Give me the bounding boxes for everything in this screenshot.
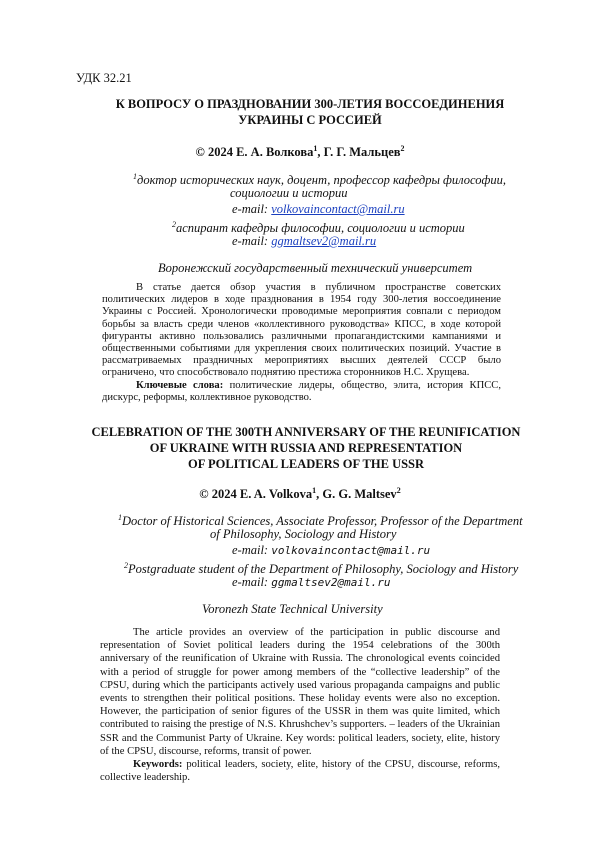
en-affiliation-1: $^1$Doctor of Historical Sciences, Associate Professor, Professor of the Department [118, 513, 523, 529]
en-university: Voronezh State Technical University [202, 602, 383, 616]
email-link[interactable]: volkovaincontact@mail.ru [271, 202, 405, 216]
en-affiliation-2: $^2$Postgraduate student of the Department of Philosophy, Sociology and History [124, 561, 519, 577]
en-title-line: OF POLITICAL LEADERS OF THE USSR [187, 457, 425, 471]
udk-code: УДК 32.21 [76, 71, 132, 85]
email-link[interactable]: ggmaltsev2@mail.ru [271, 234, 377, 248]
en-email-1: e-mail: volkovaincontact@mail.ru [232, 543, 431, 557]
ru-affiliation-1: $^1$доктор исторических наук, доцент, профессор кафедры философии, [133, 172, 506, 188]
ru-affiliation-2: $^2$аспирант кафедры философии, социологии и истории [172, 220, 465, 236]
ru-email-2: e-mail: ggmaltsev2@mail.ru [232, 234, 377, 248]
en-abstract-text: The article provides an overview of the participation in public discourse and representation of Soviet political leaders during the 1954 celebrations of the 300th anniversary of the reunification of Ukraine with Russia. The chronological events coincided with a period of struggle for power among members of the “collective leadership” of the CPSU, during which the participants actively used various propaganda campaigns and public events to strengthen their political positions. These holiday events were also no exception. However, the participation of senior figures of the USSR in them was quite limited, which contributed to raising the prestige of N.S. Khrushchev’s supporters. – leaders of the Ukrainian SSR and the Communist Party of Ukraine. Key words: political leaders, society, elite, history of the CPSU, discourse, reforms, transit of power. [100, 627, 500, 757]
email-text: ggmaltsev2@mail.ru [271, 576, 391, 589]
ru-title [100, 96, 520, 128]
ru-abstract [102, 282, 501, 404]
ru-abstract-text: В статье дается обзор участия в публичном пространстве советских политических лидеров в ходе празднования в 1954 году 300-летия воссоединение Украины с Россией. Хронологически проводимые мероприятия совпали с периодом борьбы за власть среди членов «коллективного руководства» КПСС, в ходе которой фигуранты активно пользовались различными пропагандистскими кампаниями и общественными событиями для укрепления своих политических позиций. Участие в рассматриваемых праздничных мероприятиях высших деятелей СССР было ограничено, что способствовало поднятию престижа сторонников Н.С. Хрущева. [102, 282, 501, 379]
ru-affiliation-1-cont: социологии и истории [230, 186, 348, 200]
ru-email-1: e-mail: volkovaincontact@mail.ru [232, 202, 405, 216]
email-text: volkovaincontact@mail.ru [271, 544, 431, 557]
en-title [90, 424, 522, 472]
ru-keywords: Ключевые слова: политические лидеры, общество, элита, история КПСС, дискурс, реформы, коллективное руководство. [102, 379, 501, 403]
en-title-line: CELEBRATION OF THE 300TH ANNIVERSARY OF THE REUNIFICATION [91, 425, 521, 439]
ru-title-line: К ВОПРОСУ О ПРАЗДНОВАНИИ 300-ЛЕТИЯ ВОССОЕДИНЕНИЯ [115, 97, 505, 111]
ru-authors: © 2024 Е. А. Волкова$^1$, Г. Г. Мальцев$^2$ [195, 144, 405, 160]
en-email-2: e-mail: ggmaltsev2@mail.ru [232, 575, 391, 589]
ru-title-line: УКРАИНЫ С РОССИЕЙ [238, 113, 382, 127]
en-authors: © 2024 E. A. Volkova$^1$, G. G. Maltsev$^2$ [199, 486, 401, 502]
ru-university: Воронежский государственный технический университет [158, 261, 473, 275]
en-keywords: Keywords: political leaders, society, elite, history of the CPSU, discourse, reforms, collective leadership. [100, 759, 500, 784]
en-abstract [100, 626, 500, 784]
en-affiliation-1-cont: of Philosophy, Sociology and History [210, 527, 397, 541]
en-title-line: OF UKRAINE WITH RUSSIA AND REPRESENTATION [149, 441, 463, 455]
